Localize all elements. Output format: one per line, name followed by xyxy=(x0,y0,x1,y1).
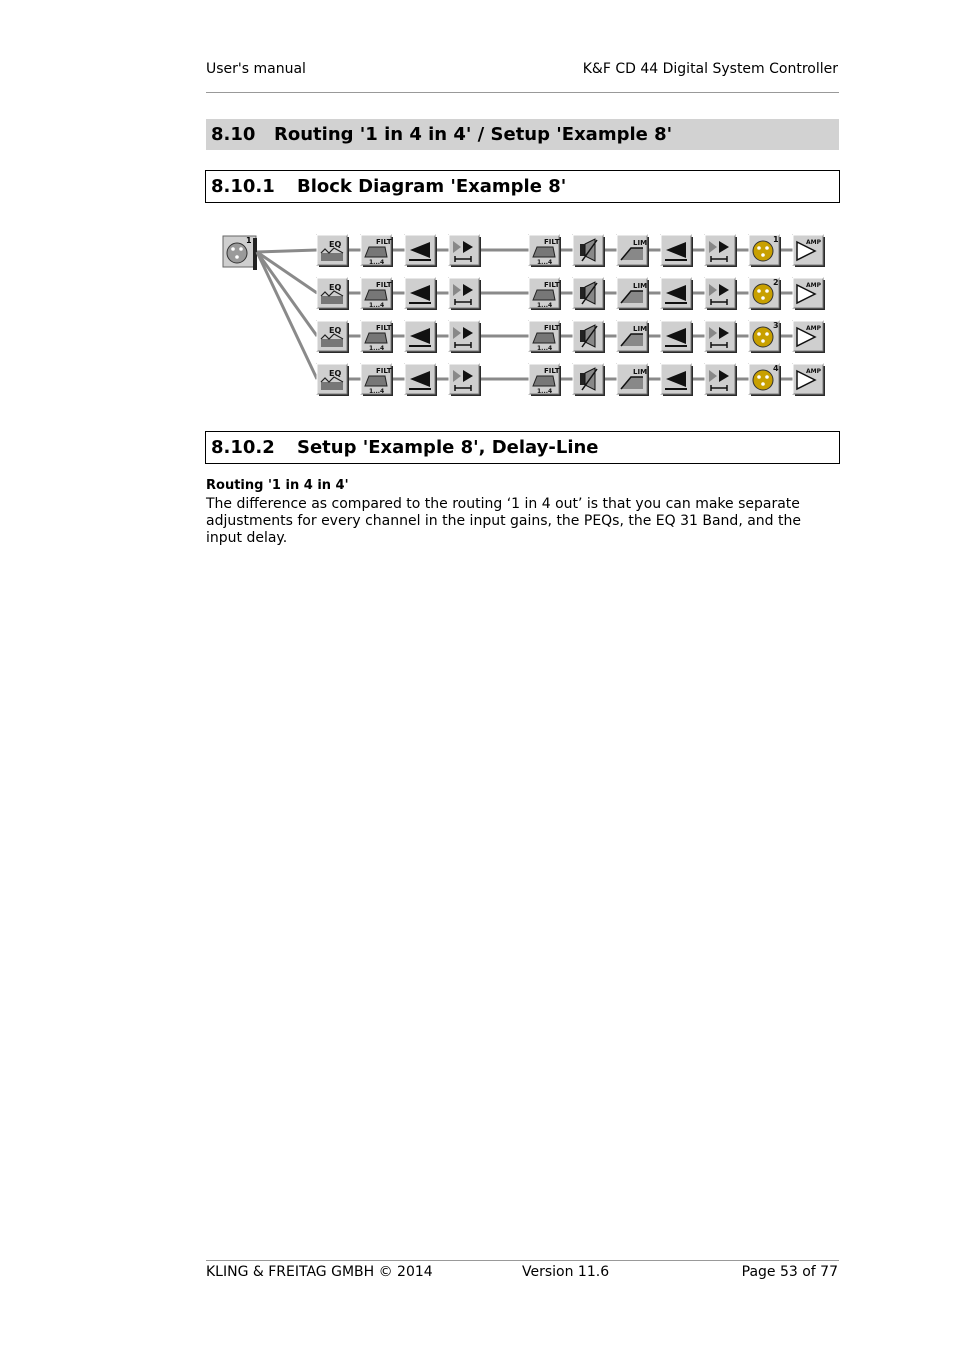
block-gain-icon xyxy=(661,235,693,267)
svg-text:1...4: 1...4 xyxy=(369,388,385,395)
svg-text:1...4: 1...4 xyxy=(537,388,553,395)
svg-text:EQ: EQ xyxy=(329,326,342,335)
svg-text:2: 2 xyxy=(773,278,779,287)
svg-text:FILT: FILT xyxy=(376,281,392,289)
block-gain-icon xyxy=(405,364,437,396)
svg-text:LIM: LIM xyxy=(633,282,648,290)
block-diagram xyxy=(220,232,826,402)
block-amp-icon xyxy=(793,364,825,396)
routing-paragraph: The difference as compared to the routing ‘1 in 4 out’ is that you can make separate adjustments for every channel in the input gains, the PEQs, the EQ 31 Band, and the input delay. xyxy=(206,496,801,546)
block-filt-icon xyxy=(529,235,561,267)
block-eq-icon xyxy=(317,364,349,396)
svg-text:FILT: FILT xyxy=(376,324,392,332)
svg-text:FILT: FILT xyxy=(544,324,560,332)
routing-line xyxy=(257,252,317,336)
subsection-number-1: 8.10.1 xyxy=(211,176,275,197)
routing-subheading: Routing '1 in 4 in 4' xyxy=(206,478,349,493)
block-delay-icon xyxy=(449,278,481,310)
header-right: K&F CD 44 Digital System Controller xyxy=(582,61,838,77)
block-gain-icon xyxy=(405,235,437,267)
block-polarity-icon xyxy=(573,321,605,353)
svg-text:1...4: 1...4 xyxy=(369,302,385,309)
subsection-number-2: 8.10.2 xyxy=(211,437,275,458)
block-amp-icon xyxy=(793,321,825,353)
block-eq-icon xyxy=(317,235,349,267)
section-number: 8.10 xyxy=(211,124,256,145)
footer-center: Version 11.6 xyxy=(522,1264,610,1280)
block-filt-icon xyxy=(529,364,561,396)
block-amp-icon xyxy=(793,235,825,267)
block-lim-icon xyxy=(617,235,649,267)
block-out-icon xyxy=(749,321,781,353)
svg-text:AMP: AMP xyxy=(806,239,822,246)
block-filt-icon xyxy=(361,235,393,267)
svg-text:EQ: EQ xyxy=(329,240,342,249)
block-delay-icon xyxy=(705,364,737,396)
footer-left: KLING & FREITAG GMBH © 2014 xyxy=(206,1264,433,1280)
svg-text:1...4: 1...4 xyxy=(537,302,553,309)
block-lim-icon xyxy=(617,364,649,396)
block-lim-icon xyxy=(617,278,649,310)
block-delay-icon xyxy=(449,235,481,267)
section-heading xyxy=(206,119,839,150)
subsection-title-2: Setup 'Example 8', Delay-Line xyxy=(297,437,599,458)
block-filt-icon xyxy=(361,364,393,396)
block-polarity-icon xyxy=(573,364,605,396)
routing-line xyxy=(257,250,317,252)
block-amp-icon xyxy=(793,278,825,310)
svg-text:1...4: 1...4 xyxy=(369,259,385,266)
svg-text:3: 3 xyxy=(773,321,779,330)
svg-text:FILT: FILT xyxy=(544,367,560,375)
svg-text:FILT: FILT xyxy=(376,367,392,375)
subsection-heading-2 xyxy=(205,431,840,464)
svg-text:4: 4 xyxy=(773,364,779,373)
svg-text:1...4: 1...4 xyxy=(537,259,553,266)
block-gain-icon xyxy=(661,364,693,396)
svg-text:1...4: 1...4 xyxy=(369,345,385,352)
section-title: Routing '1 in 4 in 4' / Setup 'Example 8' xyxy=(274,124,673,145)
svg-text:AMP: AMP xyxy=(806,282,822,289)
svg-text:EQ: EQ xyxy=(329,369,342,378)
block-filt-icon xyxy=(361,278,393,310)
svg-text:EQ: EQ xyxy=(329,283,342,292)
block-polarity-icon xyxy=(573,235,605,267)
svg-text:FILT: FILT xyxy=(376,238,392,246)
block-eq-icon xyxy=(317,321,349,353)
header-rule xyxy=(206,92,839,93)
block-polarity-icon xyxy=(573,278,605,310)
input-connector-icon xyxy=(223,236,257,270)
svg-text:LIM: LIM xyxy=(633,325,648,333)
block-delay-icon xyxy=(705,278,737,310)
block-lim-icon xyxy=(617,321,649,353)
svg-text:1: 1 xyxy=(773,235,779,244)
svg-text:1...4: 1...4 xyxy=(537,345,553,352)
block-out-icon xyxy=(749,235,781,267)
svg-text:FILT: FILT xyxy=(544,281,560,289)
block-delay-icon xyxy=(449,364,481,396)
block-filt-icon xyxy=(361,321,393,353)
block-delay-icon xyxy=(705,321,737,353)
input-number-label: 1 xyxy=(246,236,252,245)
block-gain-icon xyxy=(661,278,693,310)
svg-text:FILT: FILT xyxy=(544,238,560,246)
block-delay-icon xyxy=(705,235,737,267)
footer-rule xyxy=(206,1260,839,1261)
block-filt-icon xyxy=(529,278,561,310)
svg-text:AMP: AMP xyxy=(806,368,822,375)
block-gain-icon xyxy=(405,321,437,353)
svg-text:LIM: LIM xyxy=(633,239,648,247)
block-out-icon xyxy=(749,278,781,310)
block-gain-icon xyxy=(661,321,693,353)
footer-right: Page 53 of 77 xyxy=(741,1264,838,1280)
svg-text:AMP: AMP xyxy=(806,325,822,332)
block-eq-icon xyxy=(317,278,349,310)
svg-text:LIM: LIM xyxy=(633,368,648,376)
subsection-title-1: Block Diagram 'Example 8' xyxy=(297,176,567,197)
subsection-heading-1 xyxy=(205,170,840,203)
block-filt-icon xyxy=(529,321,561,353)
header-left: User's manual xyxy=(206,61,306,77)
block-delay-icon xyxy=(449,321,481,353)
block-out-icon xyxy=(749,364,781,396)
block-gain-icon xyxy=(405,278,437,310)
